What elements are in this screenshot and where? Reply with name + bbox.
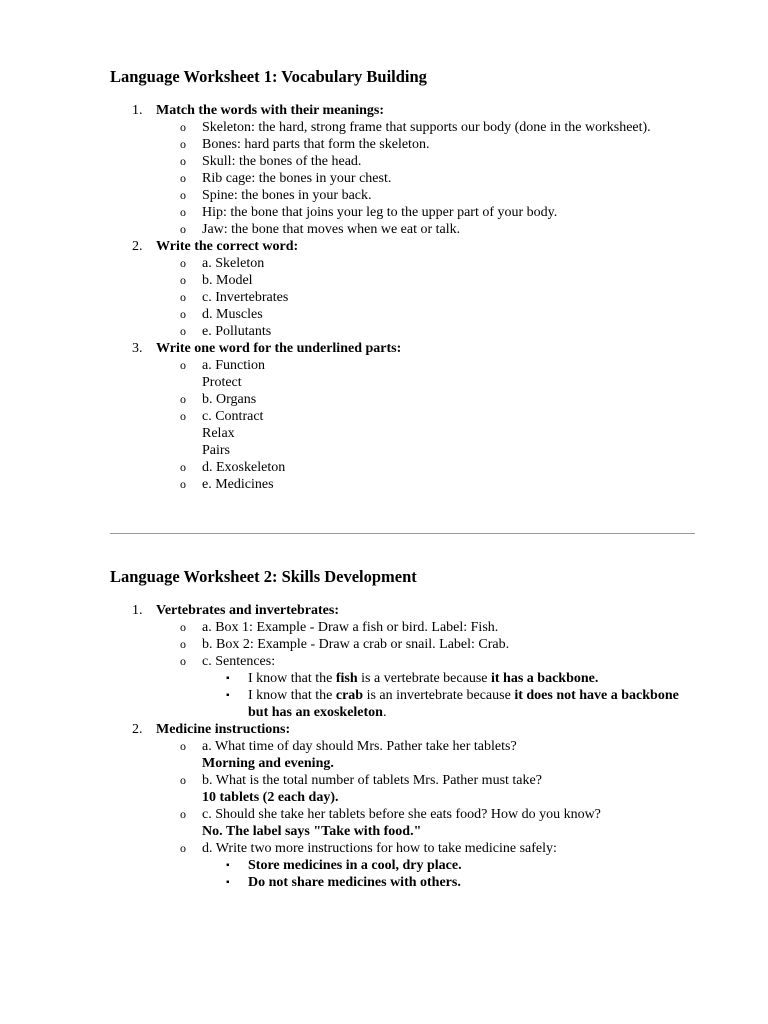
circle-bullet-icon: o (180, 654, 186, 668)
list-item-text: Jaw: the bone that moves when we eat or talk. (202, 222, 461, 237)
worksheet-2-title: Language Worksheet 2: Skills Development (110, 567, 417, 586)
circle-bullet-icon: o (180, 477, 186, 491)
list-item-text: Pairs (202, 443, 230, 458)
list-item (156, 636, 695, 653)
sentence-text: . (382, 705, 387, 720)
list-item (156, 136, 695, 153)
list-item (156, 170, 695, 187)
sentence-item (202, 687, 695, 721)
list-item-text: Relax (202, 426, 235, 441)
sentence-text: is a vertebrate because (357, 671, 491, 686)
list-item (156, 391, 695, 408)
square-bullet-icon: ▪ (226, 690, 230, 701)
section-divider (110, 533, 695, 534)
question-text: c. Should she take her tablets before she eats food? How do you know? (202, 807, 601, 822)
circle-bullet-icon: o (180, 324, 186, 338)
circle-bullet-icon: o (180, 290, 186, 304)
list-item (156, 153, 695, 170)
ws1-question-2 (110, 238, 695, 340)
ws2-question-2 (110, 721, 695, 891)
sentence-text: I know that the (248, 688, 336, 703)
circle-bullet-icon: o (180, 409, 186, 423)
question-number: 1. (132, 603, 143, 618)
square-bullet-icon: ▪ (226, 860, 230, 871)
circle-bullet-icon: o (180, 154, 186, 168)
circle-bullet-icon: o (180, 188, 186, 202)
list-item-text: b. Model (202, 273, 253, 288)
ws2-q2-list (156, 738, 695, 891)
circle-bullet-icon: o (180, 807, 186, 821)
sentence-item (202, 670, 695, 687)
question-number: 2. (132, 239, 143, 254)
list-item (156, 772, 695, 806)
list-item (156, 806, 695, 840)
circle-bullet-icon: o (180, 256, 186, 270)
sentence-answer: fish (335, 671, 358, 686)
circle-bullet-icon: o (180, 773, 186, 787)
question-number: 1. (132, 103, 143, 118)
answer-text: 10 tablets (2 each day). (202, 790, 339, 805)
list-item-text: b. Organs (202, 392, 257, 407)
sentence-answer: it has a backbone. (491, 671, 599, 686)
square-bullet-icon: ▪ (226, 877, 230, 888)
list-item-text: a. Function (202, 358, 265, 373)
list-item-text: Hip: the bone that joins your leg to the upper part of your body. (202, 205, 558, 220)
question-number: 2. (132, 722, 143, 737)
circle-bullet-icon: o (180, 205, 186, 219)
list-item-text: d. Muscles (202, 307, 263, 322)
list-item (156, 408, 695, 459)
circle-bullet-icon: o (180, 358, 186, 372)
circle-bullet-icon: o (180, 222, 186, 236)
worksheet-2 (110, 566, 695, 891)
list-item (156, 840, 695, 891)
circle-bullet-icon: o (180, 637, 186, 651)
list-item (156, 204, 695, 221)
answer-text: Morning and evening. (202, 756, 334, 771)
answer-text: Store medicines in a cool, dry place. (248, 858, 462, 873)
ws1-q3-list (156, 357, 695, 493)
list-item-text: c. Contract (202, 409, 264, 424)
list-item (156, 187, 695, 204)
worksheet-1-questions (110, 102, 695, 493)
circle-bullet-icon: o (180, 273, 186, 287)
list-item-text: a. Skeleton (202, 256, 265, 271)
square-bullet-icon: ▪ (226, 673, 230, 684)
list-item-text: c. Invertebrates (202, 290, 289, 305)
instruction-list (202, 857, 695, 891)
list-item-text: a. Box 1: Example - Draw a fish or bird. Label: Fish. (202, 620, 499, 635)
list-item (156, 323, 695, 340)
question-title: Write one word for the underlined parts: (156, 341, 402, 356)
question-title: Match the words with their meanings: (156, 103, 385, 118)
ws1-q2-list (156, 255, 695, 340)
circle-bullet-icon: o (180, 137, 186, 151)
list-item (156, 289, 695, 306)
question-title: Vertebrates and invertebrates: (156, 603, 339, 618)
question-number: 3. (132, 341, 143, 356)
circle-bullet-icon: o (180, 392, 186, 406)
question-text: b. What is the total number of tablets Mrs. Pather must take? (202, 773, 542, 788)
worksheet-1 (110, 66, 695, 493)
list-item-text: Spine: the bones in your back. (202, 188, 372, 203)
list-item-text: e. Pollutants (202, 324, 272, 339)
ws1-q1-list (156, 119, 695, 238)
list-item (156, 738, 695, 772)
question-text: a. What time of day should Mrs. Pather take her tablets? (202, 739, 517, 754)
circle-bullet-icon: o (180, 307, 186, 321)
sentence-answer: it does not have a backbone but has an exoskeleton (248, 688, 679, 720)
sentence-text: is an invertebrate because (363, 688, 515, 703)
sentence-list (202, 670, 695, 721)
list-item (156, 619, 695, 636)
worksheet-2-questions (110, 602, 695, 891)
sentence-answer: crab (335, 688, 364, 703)
list-item (156, 119, 695, 136)
question-title: Write the correct word: (156, 239, 299, 254)
circle-bullet-icon: o (180, 620, 186, 634)
list-item (156, 272, 695, 289)
list-item-text: b. Box 2: Example - Draw a crab or snail. Label: Crab. (202, 637, 510, 652)
ws1-question-3 (110, 340, 695, 493)
sentence-text: I know that the (248, 671, 336, 686)
list-item (156, 476, 695, 493)
list-item-text: Protect (202, 375, 242, 390)
list-item (156, 221, 695, 238)
circle-bullet-icon: o (180, 739, 186, 753)
question-text: d. Write two more instructions for how to take medicine safely: (202, 841, 557, 856)
list-item-text: c. Sentences: (202, 654, 276, 669)
list-item-text: Skeleton: the hard, strong frame that supports our body (done in the worksheet). (202, 120, 651, 135)
answer-text: Do not share medicines with others. (248, 875, 461, 890)
question-title: Medicine instructions: (156, 722, 291, 737)
instruction-item (202, 874, 695, 891)
circle-bullet-icon: o (180, 460, 186, 474)
list-item-text: Skull: the bones of the head. (202, 154, 362, 169)
instruction-item (202, 857, 695, 874)
list-item-text: e. Medicines (202, 477, 274, 492)
list-item (156, 653, 695, 721)
answer-text: No. The label says "Take with food." (202, 824, 422, 839)
circle-bullet-icon: o (180, 841, 186, 855)
list-item-text: Rib cage: the bones in your chest. (202, 171, 392, 186)
list-item (156, 357, 695, 391)
list-item (156, 255, 695, 272)
circle-bullet-icon: o (180, 120, 186, 134)
list-item (156, 306, 695, 323)
ws2-question-1 (110, 602, 695, 721)
worksheet-1-title: Language Worksheet 1: Vocabulary Building (110, 67, 427, 86)
circle-bullet-icon: o (180, 171, 186, 185)
ws1-question-1 (110, 102, 695, 238)
list-item (156, 459, 695, 476)
list-item-text: d. Exoskeleton (202, 460, 286, 475)
list-item-text: Bones: hard parts that form the skeleton. (202, 137, 430, 152)
ws2-q1-list (156, 619, 695, 721)
